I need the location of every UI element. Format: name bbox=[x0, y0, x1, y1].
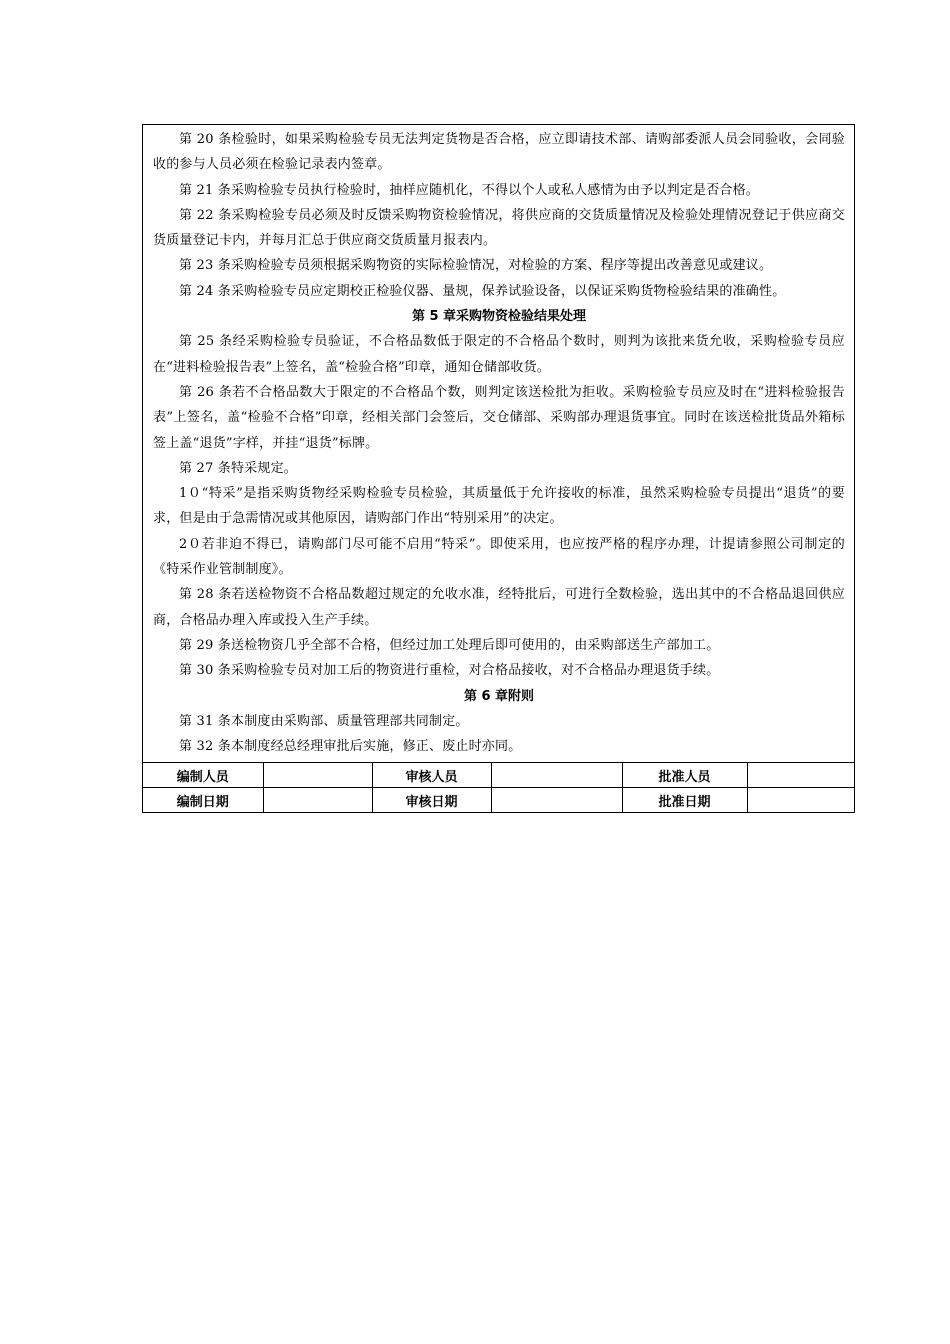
article-24: 第 24 条采购检验专员应定期校正检验仪器、量规，保养试验设备，以保证采购货物检验结果的准确性。 bbox=[179, 283, 786, 299]
document-box bbox=[142, 124, 855, 813]
chapter-5-title: 第 5 章采购物资检验结果处理 bbox=[411, 309, 587, 325]
article-20: 第 20 条检验时，如果采购检验专员无法判定货物是否合格，应立即请技术部、请购部委派人员会同验收，会同验收的参与人员必须在检验记录表内签章。 bbox=[153, 132, 845, 173]
reviewed-date-label: 审核日期 bbox=[372, 788, 491, 813]
approved-date-label: 批准日期 bbox=[622, 788, 747, 813]
approved-by-label: 批准人员 bbox=[622, 763, 747, 788]
signature-row-people bbox=[143, 763, 854, 788]
approved-date-field[interactable] bbox=[747, 788, 854, 813]
approved-by-field[interactable] bbox=[747, 763, 854, 788]
article-26: 第 26 条若不合格品数大于限定的不合格品个数，则判定该送检批为拒收。采购检验专员应及时在“进料检验报告表”上签名，盖“检验不合格”印章，经相关部门会签后，交仓储部、采购部办理退货事宜。同时在该送检批货品外箱标签上盖“退货”字样，并挂“退货”标牌。 bbox=[153, 384, 845, 451]
reviewed-date-field[interactable] bbox=[491, 788, 622, 813]
article-27-item-2: 2０若非迫不得已，请购部门尽可能不启用“特采”。即使采用，也应按严格的程序办理，计提请参照公司制定的《特采作业管制制度》。 bbox=[153, 536, 845, 578]
article-27: 第 27 条特采规定。 bbox=[179, 460, 298, 476]
signature-row-dates bbox=[143, 788, 854, 813]
compiled-date-field[interactable] bbox=[263, 788, 372, 813]
article-21: 第 21 条采购检验专员执行检验时，抽样应随机化，不得以个人或私人感情为由予以判定是否合格。 bbox=[179, 182, 760, 198]
article-22: 第 22 条采购检验专员必须及时反馈采购物资检验情况，将供应商的交货质量情况及检验处理情况登记于供应商交货质量登记卡内，并每月汇总于供应商交货质量月报表内。 bbox=[153, 207, 845, 249]
compiled-date-label: 编制日期 bbox=[143, 788, 263, 813]
reviewed-by-label: 审核人员 bbox=[372, 763, 491, 788]
article-28: 第 28 条若送检物资不合格品数超过规定的允收水准，经特批后，可进行全数检验，选出其中的不合格品退回供应商，合格品办理入库或投入生产手续。 bbox=[153, 587, 845, 628]
compiled-by-label: 编制人员 bbox=[143, 763, 263, 788]
article-23: 第 23 条采购检验专员须根据采购物资的实际检验情况，对检验的方案、程序等提出改善意见或建议。 bbox=[179, 258, 773, 274]
article-27-item-1: 1０“特采”是指采购货物经采购检验专员检验，其质量低于允许接收的标准，虽然采购检验专员提出“退货”的要求，但是由于急需情况或其他原因，请购部门作出“特别采用”的决定。 bbox=[153, 486, 845, 527]
article-30: 第 30 条采购检验专员对加工后的物资进行重检，对合格品接收，对不合格品办理退货手续。 bbox=[179, 663, 720, 679]
article-32: 第 32 条本制度经总经理审批后实施，修正、废止时亦同。 bbox=[179, 739, 522, 755]
article-25: 第 25 条经采购检验专员验证，不合格品数低于限定的不合格品个数时，则判为该批来货允收，采购检验专员应在“进料检验报告表”上签名，盖“检验合格”印章，通知仓储部收货。 bbox=[153, 334, 845, 375]
compiled-by-field[interactable] bbox=[263, 763, 372, 788]
signature-table bbox=[143, 762, 854, 812]
reviewed-by-field[interactable] bbox=[491, 763, 622, 788]
chapter-6-title: 第 6 章附则 bbox=[463, 688, 535, 704]
article-29: 第 29 条送检物资几乎全部不合格，但经过加工处理后即可使用的，由采购部送生产部加工。 bbox=[179, 637, 720, 653]
article-31: 第 31 条本制度由采购部、质量管理部共同制定。 bbox=[179, 713, 469, 729]
document-body bbox=[143, 125, 854, 762]
